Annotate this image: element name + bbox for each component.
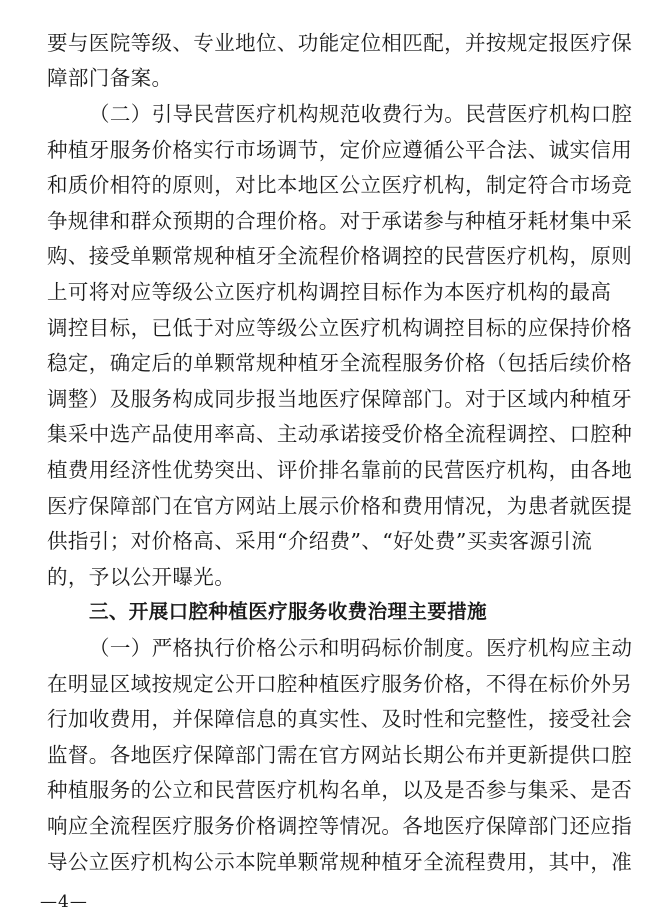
text-line-18: （一）严格执行价格公示和明码标价制度。医疗机构应主动 [89,636,633,660]
text-line-19: 在明显区域按规定公开口腔种植医疗服务价格，不得在标价外另 [47,672,633,696]
text-line-21: 监督。各地医疗保障部门需在官方网站长期公布并更新提供口腔 [47,743,633,767]
text-line-14: 医疗保障部门在官方网站上展示价格和费用情况，为患者就医提 [47,494,633,518]
section-heading: 三、开展口腔种植医疗服务收费治理主要措施 [89,600,488,623]
text-line-5: 和质价相符的原则，对比本地区公立医疗机构，制定符合市场竞 [47,173,633,197]
text-line-13: 植费用经济性优势突出、评价排名靠前的民营医疗机构，由各地 [47,458,633,482]
text-line-24: 导公立医疗机构公示本院单颗常规种植牙全流程费用，其中，准 [47,850,633,874]
text-line-4: 种植牙服务价格实行市场调节，定价应遵循公平合法、诚实信用 [47,138,633,162]
text-line-8: 上可将对应等级公立医疗机构调控目标作为本医疗机构的最高 [47,280,612,304]
text-line-22: 种植服务的公立和民营医疗机构名单，以及是否参与集采、是否 [47,778,633,802]
text-line-7: 购、接受单颗常规种植牙全流程价格调控的民营医疗机构，原则 [47,244,633,268]
text-line-10: 稳定，确定后的单颗常规种植牙全流程服务价格（包括后续价格 [47,351,633,375]
text-line-20: 行加收费用，并保障信息的真实性、及时性和完整性，接受社会 [47,707,633,731]
text-line-6: 争规律和群众预期的合理价格。对于承诺参与种植牙耗材集中采 [47,209,633,233]
text-line-9: 调控目标，已低于对应等级公立医疗机构调控目标的应保持价格 [47,316,633,340]
text-line-12: 集采中选产品使用率高、主动承诺接受价格全流程调控、口腔种 [47,422,633,446]
text-line-15: 供指引；对价格高、采用“介绍费”、“好处费”买卖客源引流 [47,529,593,553]
text-line-3: （二）引导民营医疗机构规范收费行为。民营医疗机构口腔 [89,102,633,126]
text-line-11: 调整）及服务构成同步报当地医疗保障部门。对于区域内种植牙 [47,387,633,411]
text-line-23: 响应全流程医疗服务价格调控等情况。各地医疗保障部门还应指 [47,814,633,838]
text-line-1: 要与医院等级、专业地位、功能定位相匹配，并按规定报医疗保 [47,31,633,55]
text-line-2: 障部门备案。 [47,66,173,90]
page-number: —4— [40,892,88,912]
text-line-16: 的，予以公开曝光。 [47,565,236,589]
